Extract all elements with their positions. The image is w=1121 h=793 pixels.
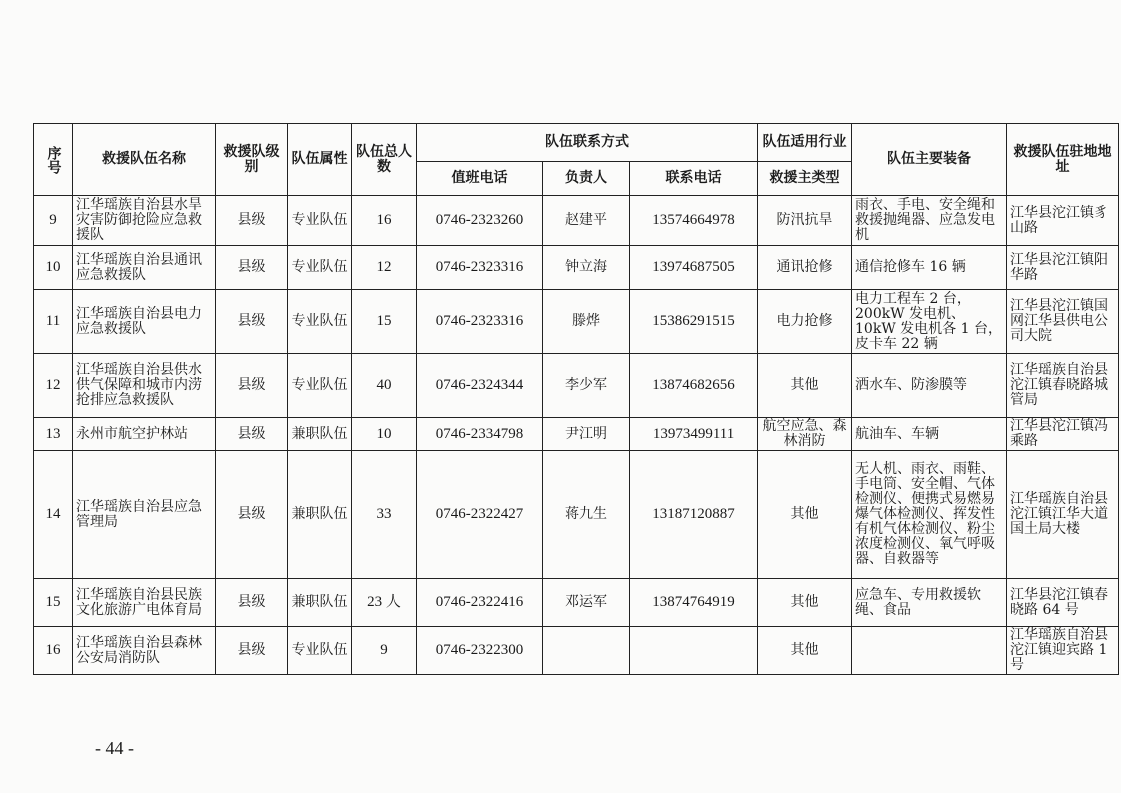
cell-equipment: 雨衣、手电、安全绳和救援抛绳器、应急发电机 <box>852 196 1007 246</box>
cell-type: 通讯抢修 <box>758 246 852 290</box>
header-leader: 负责人 <box>543 162 630 196</box>
table-row <box>34 354 1119 418</box>
header-attr: 队伍属性 <box>288 124 352 196</box>
cell-type: 其他 <box>758 627 852 675</box>
cell-total: 23 人 <box>352 579 417 627</box>
cell-address: 江华瑶族自治县沱江镇迎宾路 1 号 <box>1007 627 1119 675</box>
cell-leader <box>543 627 630 675</box>
cell-duty-phone: 0746-2324344 <box>417 354 543 418</box>
table-row <box>34 579 1119 627</box>
rescue-team-table <box>33 123 1119 675</box>
table-row <box>34 418 1119 451</box>
cell-phone: 13973499111 <box>630 418 758 451</box>
header-total: 队伍总人数 <box>352 124 417 196</box>
cell-seq: 14 <box>34 451 73 579</box>
cell-seq: 16 <box>34 627 73 675</box>
cell-duty-phone: 0746-2322416 <box>417 579 543 627</box>
cell-leader: 李少军 <box>543 354 630 418</box>
cell-attr: 兼职队伍 <box>288 579 352 627</box>
cell-address: 江华瑶族自治县沱江镇江华大道国土局大楼 <box>1007 451 1119 579</box>
cell-duty-phone: 0746-2334798 <box>417 418 543 451</box>
cell-leader: 尹江明 <box>543 418 630 451</box>
page-number: - 44 - <box>95 738 134 758</box>
cell-address: 江华县沱江镇冯乘路 <box>1007 418 1119 451</box>
header-duty-phone: 值班电话 <box>417 162 543 196</box>
cell-total: 33 <box>352 451 417 579</box>
cell-attr: 专业队伍 <box>288 246 352 290</box>
cell-duty-phone: 0746-2322300 <box>417 627 543 675</box>
cell-seq: 13 <box>34 418 73 451</box>
cell-phone: 13574664978 <box>630 196 758 246</box>
cell-attr: 专业队伍 <box>288 354 352 418</box>
cell-seq: 11 <box>34 290 73 354</box>
header-level: 救援队级别 <box>216 124 288 196</box>
header-contact-phone: 联系电话 <box>630 162 758 196</box>
cell-leader: 钟立海 <box>543 246 630 290</box>
header-industry-group: 队伍适用行业 <box>758 124 852 162</box>
cell-phone: 13874764919 <box>630 579 758 627</box>
cell-leader: 蒋九生 <box>543 451 630 579</box>
cell-attr: 专业队伍 <box>288 290 352 354</box>
cell-level: 县级 <box>216 290 288 354</box>
cell-total: 10 <box>352 418 417 451</box>
cell-equipment: 无人机、雨衣、雨鞋、手电筒、安全帽、气体检测仪、便携式易燃易爆气体检测仪、挥发性有机气体检测仪、粉尘浓度检测仪、氧气呼吸器、自救器等 <box>852 451 1007 579</box>
cell-type: 其他 <box>758 354 852 418</box>
cell-level: 县级 <box>216 196 288 246</box>
header-rescue-type: 救援主类型 <box>758 162 852 196</box>
cell-equipment: 航油车、车辆 <box>852 418 1007 451</box>
cell-equipment <box>852 627 1007 675</box>
cell-leader: 滕烨 <box>543 290 630 354</box>
table-row <box>34 290 1119 354</box>
cell-duty-phone: 0746-2323316 <box>417 290 543 354</box>
cell-level: 县级 <box>216 418 288 451</box>
cell-equipment: 通信抢修车 16 辆 <box>852 246 1007 290</box>
cell-address: 江华县沱江镇阳华路 <box>1007 246 1119 290</box>
cell-attr: 专业队伍 <box>288 627 352 675</box>
header-equipment: 队伍主要装备 <box>852 124 1007 196</box>
cell-total: 12 <box>352 246 417 290</box>
cell-seq: 12 <box>34 354 73 418</box>
cell-duty-phone: 0746-2323316 <box>417 246 543 290</box>
cell-seq: 10 <box>34 246 73 290</box>
header-address: 救援队伍驻地地址 <box>1007 124 1119 196</box>
header-seq: 序号 <box>34 124 73 196</box>
header-name: 救援队伍名称 <box>73 124 216 196</box>
cell-level: 县级 <box>216 579 288 627</box>
cell-level: 县级 <box>216 354 288 418</box>
header-contact-group: 队伍联系方式 <box>417 124 758 162</box>
cell-seq: 9 <box>34 196 73 246</box>
cell-duty-phone: 0746-2322427 <box>417 451 543 579</box>
cell-address: 江华县沱江镇春晓路 64 号 <box>1007 579 1119 627</box>
cell-type: 其他 <box>758 451 852 579</box>
table-row <box>34 196 1119 246</box>
cell-duty-phone: 0746-2323260 <box>417 196 543 246</box>
cell-phone: 13187120887 <box>630 451 758 579</box>
cell-address: 江华县沱江镇豸山路 <box>1007 196 1119 246</box>
cell-attr: 专业队伍 <box>288 196 352 246</box>
table-row <box>34 627 1119 675</box>
cell-seq: 15 <box>34 579 73 627</box>
cell-attr: 兼职队伍 <box>288 451 352 579</box>
cell-type: 航空应急、森林消防 <box>758 418 852 451</box>
cell-equipment: 电力工程车 2 台，200kW 发电机、10kW 发电机各 1 台，皮卡车 22 辆 <box>852 290 1007 354</box>
cell-type: 电力抢修 <box>758 290 852 354</box>
cell-level: 县级 <box>216 627 288 675</box>
cell-type: 其他 <box>758 579 852 627</box>
cell-name: 江华瑶族自治县民族文化旅游广电体育局 <box>73 579 216 627</box>
cell-leader: 邓运军 <box>543 579 630 627</box>
cell-name: 江华瑶族自治县供水供气保障和城市内涝抢排应急救援队 <box>73 354 216 418</box>
cell-name: 江华瑶族自治县应急管理局 <box>73 451 216 579</box>
cell-total: 16 <box>352 196 417 246</box>
cell-phone <box>630 627 758 675</box>
cell-name: 江华瑶族自治县电力应急救援队 <box>73 290 216 354</box>
cell-type: 防汛抗旱 <box>758 196 852 246</box>
cell-total: 15 <box>352 290 417 354</box>
cell-equipment: 应急车、专用救援软绳、食品 <box>852 579 1007 627</box>
cell-address: 江华县沱江镇国网江华县供电公司大院 <box>1007 290 1119 354</box>
cell-address: 江华瑶族自治县沱江镇春晓路城管局 <box>1007 354 1119 418</box>
cell-phone: 13974687505 <box>630 246 758 290</box>
cell-leader: 赵建平 <box>543 196 630 246</box>
cell-equipment: 洒水车、防渗膜等 <box>852 354 1007 418</box>
cell-total: 9 <box>352 627 417 675</box>
table-row <box>34 246 1119 290</box>
table-row <box>34 451 1119 579</box>
cell-total: 40 <box>352 354 417 418</box>
cell-level: 县级 <box>216 246 288 290</box>
cell-phone: 15386291515 <box>630 290 758 354</box>
cell-name: 永州市航空护林站 <box>73 418 216 451</box>
cell-phone: 13874682656 <box>630 354 758 418</box>
cell-name: 江华瑶族自治县森林公安局消防队 <box>73 627 216 675</box>
cell-level: 县级 <box>216 451 288 579</box>
cell-name: 江华瑶族自治县通讯应急救援队 <box>73 246 216 290</box>
cell-name: 江华瑶族自治县水旱灾害防御抢险应急救援队 <box>73 196 216 246</box>
cell-attr: 兼职队伍 <box>288 418 352 451</box>
